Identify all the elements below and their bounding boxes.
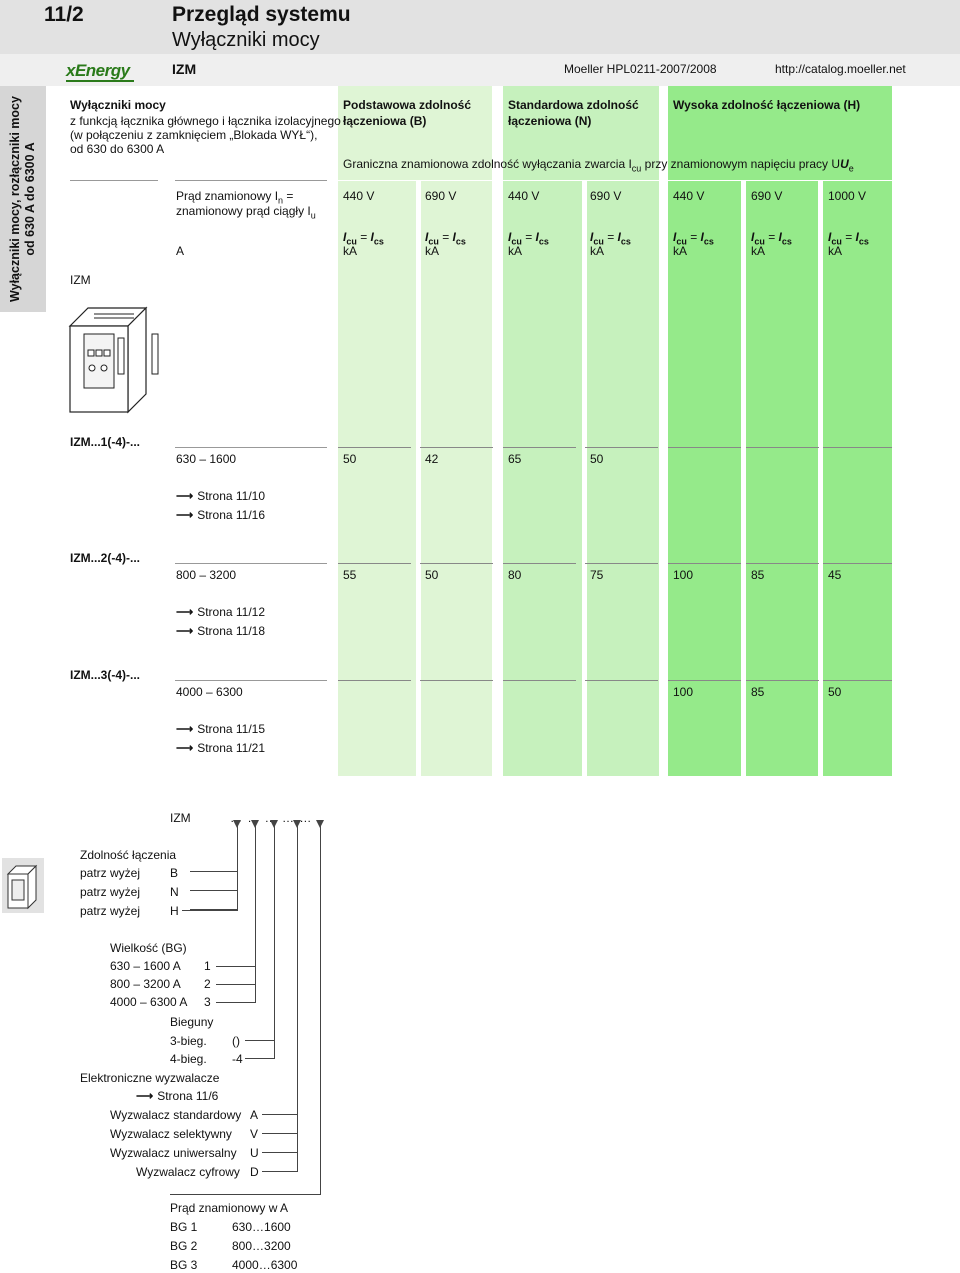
- brand-logo: xEnergy: [66, 61, 130, 80]
- row-rule: [175, 680, 327, 681]
- arrow-head: [251, 820, 259, 828]
- size-item-label: 800 – 3200 A: [110, 977, 181, 991]
- arrow-head: [270, 820, 278, 828]
- arrow-right-icon: ⟶: [176, 741, 194, 755]
- row-product: IZM...2(-4)-...: [70, 551, 140, 565]
- size-item-code: 1: [204, 959, 211, 973]
- voltage-header: 690 V: [751, 189, 783, 203]
- row-range: 800 – 3200: [176, 568, 237, 582]
- rated-item-value: 630…1600: [232, 1220, 291, 1234]
- unit-header: kA: [828, 244, 843, 258]
- intro-line: (w połączeniu z zamknięciem „Blokada WYŁ“),: [70, 128, 318, 142]
- tree-line: [216, 966, 256, 967]
- limit-caption: Graniczna znamionowa zdolność wyłączania zwarcia $I_{cu}$ przy znamionowym napięciu pracy $UU_e$: [343, 157, 854, 174]
- standard-header: Standardowa zdolność: [508, 98, 639, 112]
- arrow-right-icon: ⟶: [176, 489, 194, 503]
- tree-line: [262, 1171, 298, 1172]
- row-value: 50: [828, 685, 842, 699]
- capacity-label: Zdolność łączenia: [80, 848, 177, 862]
- row-rule: [503, 563, 576, 564]
- voltage-header: 440 V: [343, 189, 375, 203]
- basic-header: Podstawowa zdolność: [343, 98, 472, 112]
- product-name: IZM: [70, 273, 91, 287]
- side-tab-text: Wyłączniki mocy, rozłączniki mocy od 630 A do 6300 A: [8, 96, 37, 302]
- size-label: Wielkość (BG): [110, 941, 187, 955]
- tree-line: [274, 826, 275, 1059]
- arrow-right-icon: ⟶: [176, 508, 194, 522]
- tree-line: [190, 890, 238, 891]
- tree-line: [216, 984, 256, 985]
- arrow-head: [293, 820, 301, 828]
- row-rule: [338, 680, 411, 681]
- tree-line: [190, 909, 238, 910]
- row-value: 65: [508, 452, 522, 466]
- row-rule: [585, 680, 658, 681]
- row-value: 45: [828, 568, 842, 582]
- code-izm: IZM: [170, 811, 191, 825]
- pole-item-label: 4-bieg.: [170, 1052, 207, 1066]
- page-link[interactable]: ⟶ Strona 11/15: [176, 722, 266, 736]
- row-value: 85: [751, 685, 765, 699]
- current-unit: A: [176, 244, 185, 258]
- tree-line: [182, 871, 238, 911]
- row-value: 100: [673, 568, 694, 582]
- trip-item-code: D: [250, 1165, 259, 1179]
- intro-line: od 630 do 6300 A: [70, 142, 165, 156]
- size-item-code: 2: [204, 977, 211, 991]
- rated-current-label: Prąd znamionowy $I_n$ =: [176, 189, 294, 206]
- rule: [338, 180, 892, 181]
- row-value: 50: [590, 452, 604, 466]
- voltage-header: 440 V: [673, 189, 705, 203]
- pole-item-code: -4: [232, 1052, 243, 1066]
- row-range: 630 – 1600: [176, 452, 237, 466]
- arrow-right-icon: ⟶: [176, 624, 194, 638]
- row-rule: [585, 563, 658, 564]
- trip-item-label: Wyzwalacz standardowy: [110, 1108, 242, 1122]
- tree-line: [297, 826, 298, 1172]
- capacity-item-code: N: [170, 885, 179, 899]
- voltage-header: 1000 V: [828, 189, 867, 203]
- continuous-current-label: znamionowy prąd ciągły $I_u$: [176, 204, 316, 221]
- row-rule: [338, 563, 411, 564]
- row-value: 75: [590, 568, 604, 582]
- voltage-header: 690 V: [425, 189, 457, 203]
- intro-title: Wyłączniki mocy: [70, 98, 166, 112]
- arrow-right-icon: ⟶: [136, 1089, 154, 1103]
- row-rule: [420, 447, 493, 448]
- row-rule: [668, 680, 741, 681]
- arrow-head: [316, 820, 324, 828]
- breaker-image: [64, 298, 160, 420]
- column-separator: [741, 180, 746, 776]
- row-rule: [420, 563, 493, 564]
- unit-header: kA: [673, 244, 688, 258]
- page-subtitle: Wyłączniki mocy: [172, 29, 320, 51]
- size-item-label: 630 – 1600 A: [110, 959, 181, 973]
- arrow-head: [233, 820, 241, 828]
- rated-item-label: BG 2: [170, 1239, 198, 1253]
- icu-header: $I_{cu} = I_{cs}$: [590, 230, 631, 247]
- tree-line: [262, 1133, 298, 1134]
- page-link[interactable]: ⟶ Strona 11/12: [176, 605, 266, 619]
- icu-header: $I_{cu} = I_{cs}$: [343, 230, 384, 247]
- size-item-label: 4000 – 6300 A: [110, 995, 188, 1009]
- breaker-icon: [2, 858, 44, 913]
- trip-item-code: V: [250, 1127, 259, 1141]
- row-value: 100: [673, 685, 694, 699]
- trip-item-label: Wyzwalacz selektywny: [110, 1127, 232, 1141]
- tree-line: [216, 1002, 256, 1003]
- row-rule: [668, 563, 741, 564]
- row-rule: [823, 563, 892, 564]
- capacity-item-label: patrz wyżej: [80, 904, 141, 918]
- pole-item-code: (): [232, 1034, 240, 1048]
- icu-header: $I_{cu} = I_{cs}$: [425, 230, 466, 247]
- poles-label: Bieguny: [170, 1015, 214, 1029]
- rule: [70, 180, 158, 181]
- tree-line: [320, 826, 321, 1194]
- row-range: 4000 – 6300: [176, 685, 243, 699]
- rated-item-value: 800…3200: [232, 1239, 291, 1253]
- capacity-item-label: patrz wyżej: [80, 885, 141, 899]
- catalog-link[interactable]: http://catalog.moeller.net: [775, 62, 906, 76]
- rule: [175, 180, 327, 181]
- tree-line: [262, 1152, 298, 1153]
- tree-line: [262, 1114, 298, 1115]
- page-link[interactable]: ⟶ Strona 11/18: [176, 624, 266, 638]
- page-link[interactable]: ⟶ Strona 11/16: [176, 508, 266, 522]
- row-rule: [746, 680, 819, 681]
- row-rule: [668, 447, 741, 448]
- size-item-code: 3: [204, 995, 211, 1009]
- column-separator: [416, 180, 421, 776]
- row-rule: [175, 447, 327, 448]
- rated-label: Prąd znamionowy w A: [170, 1201, 289, 1215]
- icu-header: $I_{cu} = I_{cs}$: [751, 230, 792, 247]
- row-value: 85: [751, 568, 765, 582]
- page-link[interactable]: ⟶ Strona 11/10: [176, 489, 266, 503]
- trip-page-link[interactable]: ⟶ Strona 11/6: [136, 1089, 219, 1103]
- icu-header: $I_{cu} = I_{cs}$: [673, 230, 714, 247]
- row-rule: [746, 563, 819, 564]
- high-header: Wysoka zdolność łączeniowa (H): [673, 98, 861, 112]
- row-product: IZM...1(-4)-...: [70, 435, 140, 449]
- column-separator: [818, 180, 823, 776]
- trip-item-code: U: [250, 1146, 259, 1160]
- pole-item-label: 3-bieg.: [170, 1034, 207, 1048]
- rated-item-label: BG 1: [170, 1220, 198, 1234]
- trip-item-label: Wyzwalacz uniwersalny: [110, 1146, 237, 1160]
- trip-item-label: Wyzwalacz cyfrowy: [136, 1165, 240, 1179]
- column-separator: [582, 180, 587, 776]
- rated-item-label: BG 3: [170, 1258, 198, 1272]
- basic-header-2: łączeniowa (B): [343, 114, 427, 128]
- row-rule: [823, 680, 892, 681]
- row-rule: [503, 447, 576, 448]
- icu-header: $I_{cu} = I_{cs}$: [508, 230, 549, 247]
- page-number: 11/2: [44, 3, 84, 26]
- tree-line: [190, 871, 238, 872]
- tree-line: [245, 1058, 275, 1059]
- icu-header: $I_{cu} = I_{cs}$: [828, 230, 869, 247]
- capacity-item-code: H: [170, 904, 179, 918]
- page-title: Przegląd systemu: [172, 3, 351, 26]
- capacity-item-code: B: [170, 866, 179, 880]
- trip-item-code: A: [250, 1108, 259, 1122]
- row-value: 55: [343, 568, 357, 582]
- tree-line: [255, 826, 256, 1003]
- rated-item-value: 4000…6300: [232, 1258, 298, 1272]
- code-placeholders: … … … … …: [230, 811, 313, 825]
- row-rule: [746, 447, 819, 448]
- row-rule: [175, 563, 327, 564]
- row-value: 80: [508, 568, 522, 582]
- voltage-header: 690 V: [590, 189, 622, 203]
- unit-header: kA: [425, 244, 440, 258]
- brand-underline: [66, 80, 134, 82]
- tree-line: [237, 826, 238, 910]
- row-rule: [585, 447, 658, 448]
- unit-header: kA: [751, 244, 766, 258]
- row-value: 42: [425, 452, 439, 466]
- page-header: [0, 0, 960, 54]
- row-product: IZM...3(-4)-...: [70, 668, 140, 682]
- row-rule: [823, 447, 892, 448]
- capacity-item-label: patrz wyżej: [80, 866, 141, 880]
- arrow-right-icon: ⟶: [176, 605, 194, 619]
- row-value: 50: [343, 452, 357, 466]
- standard-header-2: łączeniowa (N): [508, 114, 592, 128]
- row-rule: [503, 680, 576, 681]
- page-link[interactable]: ⟶ Strona 11/21: [176, 741, 266, 755]
- catalog-ref: Moeller HPL0211-2007/2008: [564, 62, 717, 76]
- intro-line: z funkcją łącznika głównego i łącznika izolacyjnego: [70, 114, 341, 128]
- unit-header: kA: [508, 244, 523, 258]
- unit-header: kA: [343, 244, 358, 258]
- row-value: 50: [425, 568, 439, 582]
- tree-line: [245, 1040, 275, 1041]
- voltage-header: 440 V: [508, 189, 540, 203]
- arrow-right-icon: ⟶: [176, 722, 194, 736]
- rated-box-line: [170, 1194, 321, 1269]
- row-rule: [420, 680, 493, 681]
- product-label: IZM: [172, 61, 197, 77]
- trip-label: Elektroniczne wyzwalacze: [80, 1071, 220, 1085]
- row-rule: [338, 447, 411, 448]
- unit-header: kA: [590, 244, 605, 258]
